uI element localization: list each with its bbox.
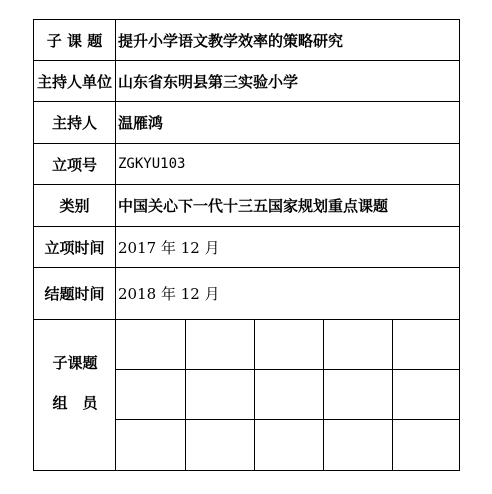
completion-date-value: 2018 年 12 月 [118,285,220,303]
row-host [34,102,459,144]
project-info-form [33,19,460,471]
host-unit-label: 主持人单位 [34,61,116,101]
row-subject [34,20,459,61]
row-category [34,185,459,227]
approval-date-label: 立项时间 [34,227,116,267]
row-approval-date [34,227,459,268]
project-number-value: ZGKYU103 [118,156,186,172]
members-label [34,320,116,470]
host-value: 温雁鸿 [118,114,164,132]
grid-divider [116,369,459,370]
category-label: 类别 [34,185,116,226]
host-unit-value: 山东省东明县第三实验小学 [118,72,299,91]
members-label-line1: 子课题 [52,354,98,372]
subject-value: 提升小学语文教学效率的策略研究 [118,31,344,50]
grid-divider [392,320,393,470]
members-grid [116,320,459,470]
project-number-label: 立项号 [34,144,116,184]
members-label-line2: 组 员 [52,394,98,412]
approval-date-value: 2017 年 12 月 [118,238,220,257]
grid-divider [185,320,186,470]
row-host-unit [34,61,459,102]
grid-divider [254,320,255,470]
row-project-number [34,144,459,185]
completion-date-label: 结题时间 [34,268,116,319]
category-value: 中国关心下一代十三五国家规划重点课题 [118,197,389,215]
host-label: 主持人 [34,102,116,143]
row-members [34,320,459,470]
grid-divider [116,419,459,420]
row-completion-date [34,268,459,320]
grid-divider [323,320,324,470]
subject-label: 子 课 题 [34,20,116,60]
